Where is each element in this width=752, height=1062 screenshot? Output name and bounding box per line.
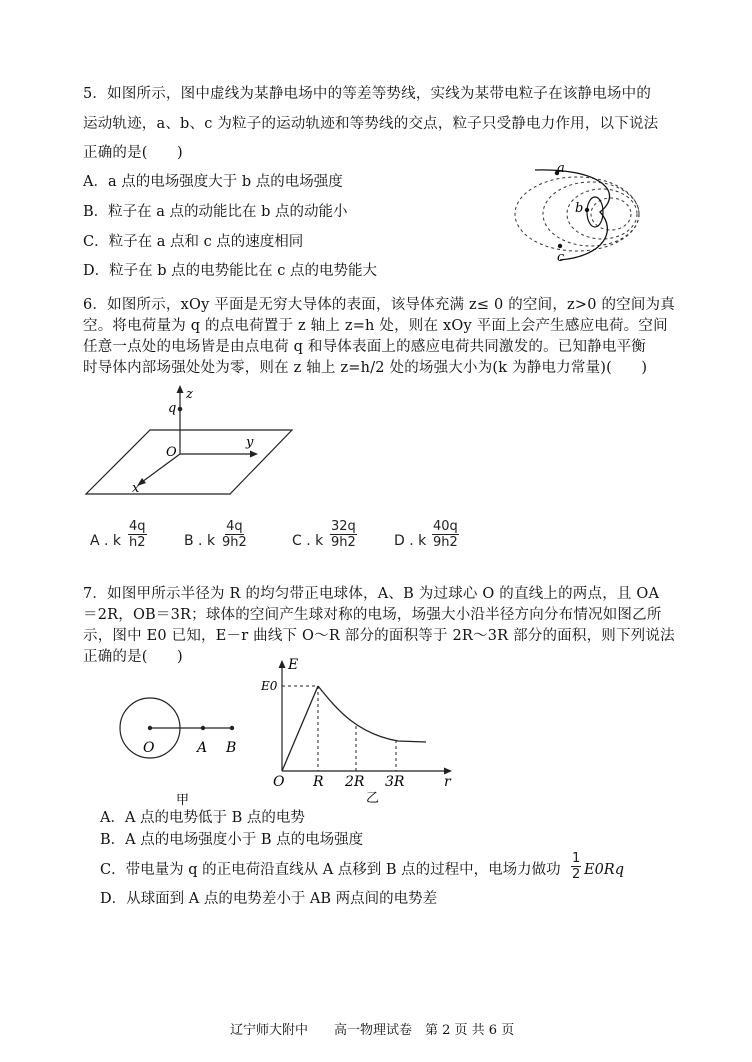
q7-option-d: D．从球面到 A 点的电势差小于 AB 两点间的电势差 (100, 891, 438, 907)
q7-option-c-fraction (571, 851, 581, 882)
q6-label-q: q (168, 401, 177, 416)
q7-option-b: B．A 点的电场强度小于 B 点的电场强度 (100, 832, 364, 848)
q7-option-c-tail: E0Rq (584, 862, 625, 878)
q5-label-c: c (557, 250, 565, 265)
q5-label-b: b (575, 201, 584, 216)
q7b-label-r: r (444, 774, 451, 790)
q6-label-x: x (132, 481, 140, 496)
q7b-label-e0: E0 (261, 679, 278, 693)
q5-option-b: B．粒子在 a 点的动能比在 b 点的动能小 (83, 204, 348, 220)
q6-option-a-prefix: A . k (90, 533, 122, 549)
q7-line-3: 示，图中 E0 已知，E－r 曲线下 O～R 部分的面积等于 2R～3R 部分的面积，则下列说法 (83, 628, 675, 644)
q7-option-c: C．带电量为 q 的正电荷沿直线从 A 点移到 B 点的过程中，电场力做功 (100, 862, 561, 878)
q7b-label-o: O (273, 774, 285, 790)
q7a-label-a: A (197, 740, 208, 756)
q6-option-c-fraction (330, 519, 357, 550)
q7-option-c-frac-den: 2 (572, 867, 581, 882)
q7-option-a: A．A 点的电势低于 B 点的电势 (100, 810, 305, 826)
q7-option-c-frac-num: 1 (572, 851, 581, 866)
q5-label-a: a (557, 161, 565, 176)
q7b-label-r1: R (313, 774, 324, 790)
q6-option-b-num: 4q (226, 519, 243, 534)
q6-line-4: 时导体内部场强处处为零，则在 z 轴上 z=h/2 处的场强大小为(k 为静电力常量)( ) (83, 360, 648, 376)
q6-label-y: y (246, 435, 254, 450)
q7b-label-r2: 2R (345, 774, 365, 790)
q7a-caption: 甲 (176, 793, 190, 808)
page-footer: 辽宁师大附中 高一物理试卷 第 2 页 共 6 页 (230, 1023, 515, 1038)
q7-figure-a-sphere (110, 690, 250, 810)
q7a-label-b: B (226, 740, 237, 756)
q7-line-1: 7．如图甲所示半径为 R 的均匀带正电球体，A、B 为过球心 O 的直线上的两点，且 OA (83, 586, 660, 602)
q6-option-c-prefix: C . k (292, 533, 324, 549)
q6-option-a-num: 4q (129, 519, 146, 534)
q6-option-b-prefix: B . k (184, 533, 216, 549)
q7b-caption: 乙 (366, 791, 380, 806)
q6-option-d-num: 40q (433, 519, 458, 534)
q6-line-2: 空。将电荷量为 q 的点电荷置于 z 轴上 z=h 处，则在 xOy 平面上会产生感应电荷。空间 (83, 318, 668, 334)
q7-line-2: ＝2R，OB＝3R；球体的空间产生球对称的电场，场强大小沿半径方向分布情况如图乙所 (83, 607, 662, 623)
q5-line-1: 5．如图所示，图中虚线为某静电场中的等差等势线，实线为某带电粒子在该静电场中的 (83, 86, 652, 102)
q6-option-a-den: h2 (129, 535, 146, 550)
q6-option-d-fraction (432, 519, 459, 550)
q6-option-b-den: 9h2 (222, 535, 247, 550)
q5-option-d: D．粒子在 b 点的电势能比在 c 点的电势能大 (83, 263, 377, 279)
q6-option-d-prefix: D . k (394, 533, 427, 549)
q6-coordinate-figure (80, 382, 310, 497)
q6-label-z: z (186, 387, 193, 402)
q6-option-a-fraction (128, 519, 147, 550)
q6-option-d-den: 9h2 (433, 535, 458, 550)
q5-option-a: A．a 点的电场强度大于 b 点的电场强度 (83, 174, 343, 190)
q7a-label-o: O (143, 740, 155, 756)
q5-line-2: 运动轨迹，a、b、c 为粒子的运动轨迹和等势线的交点，粒子只受静电力作用，以下说法 (83, 116, 659, 132)
q7-figure-b-graph (258, 656, 468, 806)
q6-option-c-num: 32q (331, 519, 356, 534)
q7b-label-r3: 3R (385, 774, 405, 790)
q6-line-3: 任意一点处的电场皆是由点电荷 q 和导体表面上的感应电荷共同激发的。已知静电平衡 (83, 339, 646, 355)
q7b-label-e: E (288, 657, 299, 673)
q7-line-4: 正确的是( ) (83, 649, 183, 665)
q6-label-o: O (166, 445, 177, 460)
q6-option-b-fraction (222, 519, 247, 550)
q5-option-c: C．粒子在 a 点和 c 点的速度相同 (83, 234, 304, 250)
q5-equipotential-figure (505, 160, 675, 270)
q6-option-c-den: 9h2 (331, 535, 356, 550)
q5-line-3: 正确的是( ) (83, 145, 183, 161)
q6-line-1: 6．如图所示，xOy 平面是无穷大导体的表面，该导体充满 z≤ 0 的空间，z>0 的空间为真 (83, 297, 675, 313)
